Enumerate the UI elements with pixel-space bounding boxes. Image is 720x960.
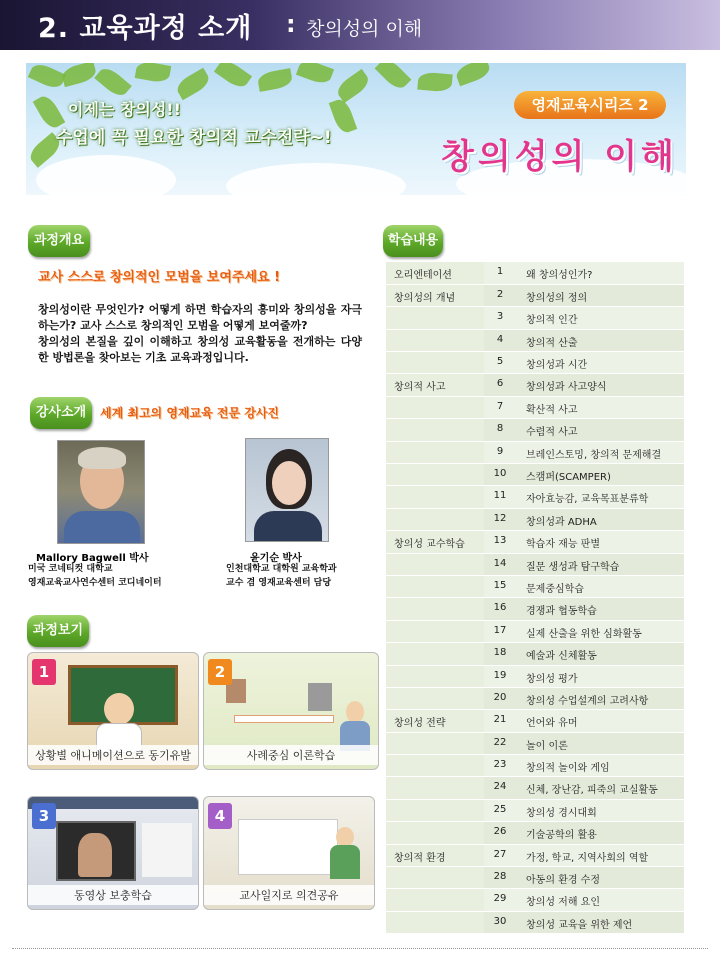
leaf-decoration	[214, 63, 252, 91]
overview-paragraph: 창의성이란 무엇인가? 어떻게 하면 학습자의 흥미와 창의성을 자극하는가? 교사 스스로 창의적인 모범을 어떻게 보여줄까?	[38, 303, 362, 332]
module-cell	[386, 329, 484, 351]
character-head	[104, 693, 134, 725]
lesson-number-cell: 21	[484, 710, 516, 732]
lesson-number-cell: 19	[484, 665, 516, 687]
lesson-number-cell: 18	[484, 643, 516, 665]
table-row	[386, 777, 684, 799]
lesson-number-cell: 27	[484, 844, 516, 866]
module-cell: 창의성의 개념	[386, 284, 484, 306]
shirt-shape	[64, 511, 140, 544]
table-row	[386, 329, 684, 351]
table-row	[386, 889, 684, 911]
preview-thumbnail[interactable]	[203, 796, 375, 910]
table-row	[386, 284, 684, 306]
lesson-number-cell: 25	[484, 799, 516, 821]
leaf-decoration	[94, 64, 132, 100]
portrait-shape	[308, 683, 332, 711]
table-row	[386, 710, 684, 732]
lesson-topic-cell: 예술과 신체활동	[516, 643, 684, 665]
module-cell	[386, 307, 484, 329]
series-badge: 영재교육시리즈 2	[514, 91, 666, 119]
hair-shape	[78, 447, 126, 469]
page-subtitle: 창의성의 이해	[306, 18, 423, 40]
instructor-photo	[57, 440, 145, 544]
module-cell	[386, 822, 484, 844]
instructor-affiliation	[226, 562, 337, 590]
lesson-topic-cell: 아동의 환경 수정	[516, 867, 684, 889]
badge-number: 1	[38, 663, 50, 681]
instructor-name: Mallory Bagwell 박사	[36, 553, 149, 564]
overview-slogan: 교사 스스로 창의적인 모범을 보여주세요 !	[38, 270, 281, 285]
page-header	[0, 0, 720, 50]
lesson-topic-cell: 자아효능감, 교육목표분류학	[516, 486, 684, 508]
module-cell	[386, 755, 484, 777]
module-cell: 오리엔테이션	[386, 262, 484, 284]
instructors-heading: 세계 최고의 영재교육 전문 강사진	[100, 406, 280, 420]
table-row	[386, 352, 684, 374]
lesson-number-cell: 12	[484, 508, 516, 530]
leaf-decoration	[174, 68, 212, 101]
module-cell: 창의적 사고	[386, 374, 484, 396]
module-cell	[386, 553, 484, 575]
leaf-decoration	[296, 63, 334, 86]
overview-paragraph: 창의성의 본질을 깊이 이해하고 창의성 교육활동을 전개하는 다양한 방법론을 찾아보는 기초 교육과정입니다.	[38, 335, 362, 364]
table-row	[386, 911, 684, 933]
module-cell: 창의성 교수학습	[386, 531, 484, 553]
module-cell	[386, 352, 484, 374]
module-cell	[386, 441, 484, 463]
preview-caption: 교사일지로 의견공유	[204, 885, 374, 905]
lesson-topic-cell: 문제중심학습	[516, 575, 684, 597]
instructor-affiliation	[28, 562, 162, 590]
lesson-topic-cell: 창의성과 ADHA	[516, 508, 684, 530]
footer-divider	[12, 948, 708, 949]
jacket-shape	[254, 511, 322, 542]
course-banner	[26, 63, 686, 195]
section-pill-curriculum: 학습내용	[383, 225, 443, 257]
lesson-number-cell: 13	[484, 531, 516, 553]
module-cell	[386, 419, 484, 441]
lesson-number-cell: 11	[484, 486, 516, 508]
lesson-number-cell: 22	[484, 732, 516, 754]
table-row	[386, 620, 684, 642]
affiliation-line: 미국 코네티컷 대학교	[28, 564, 113, 574]
instructor-photo	[245, 438, 329, 542]
lesson-number-cell: 6	[484, 374, 516, 396]
module-cell	[386, 911, 484, 933]
curriculum-table	[386, 262, 684, 934]
cloud-shape	[226, 163, 406, 195]
leaf-decoration	[60, 63, 98, 87]
leaf-decoration	[257, 68, 294, 92]
preview-number-badge	[32, 803, 56, 829]
lesson-number-cell: 17	[484, 620, 516, 642]
lesson-number-cell: 28	[484, 867, 516, 889]
lesson-number-cell: 4	[484, 329, 516, 351]
leaf-decoration	[329, 97, 358, 135]
lesson-number-cell: 16	[484, 598, 516, 620]
module-cell	[386, 777, 484, 799]
leaf-decoration	[135, 63, 172, 84]
module-cell	[386, 464, 484, 486]
table-row	[386, 441, 684, 463]
preview-number-badge	[32, 659, 56, 685]
table-row	[386, 844, 684, 866]
module-cell	[386, 665, 484, 687]
character-body	[330, 845, 360, 879]
affiliation-line: 인천대학교 대학원 교육학과	[226, 564, 337, 574]
lesson-number-cell: 15	[484, 575, 516, 597]
text-strip	[234, 715, 334, 723]
preview-thumbnail[interactable]	[27, 652, 199, 770]
leaf-decoration	[417, 72, 452, 93]
module-cell	[386, 867, 484, 889]
lesson-topic-cell: 실제 산출을 위한 심화활동	[516, 620, 684, 642]
preview-number-badge	[208, 803, 232, 829]
lesson-topic-cell: 창의성 수업설계의 고려사항	[516, 687, 684, 709]
speaker-shape	[78, 833, 112, 877]
text-panel	[142, 823, 192, 877]
lesson-number-cell: 5	[484, 352, 516, 374]
module-cell	[386, 486, 484, 508]
lesson-topic-cell: 확산적 사고	[516, 396, 684, 418]
badge-number: 3	[38, 807, 50, 825]
preview-thumbnail[interactable]	[203, 652, 379, 770]
lesson-topic-cell: 경쟁과 협동학습	[516, 598, 684, 620]
lesson-topic-cell: 언어와 유머	[516, 710, 684, 732]
table-row	[386, 419, 684, 441]
leaf-decoration	[375, 63, 412, 92]
table-row	[386, 799, 684, 821]
table-row	[386, 732, 684, 754]
affiliation-line: 교수 겸 영재교육센터 담당	[226, 578, 332, 588]
lesson-number-cell: 14	[484, 553, 516, 575]
lesson-number-cell: 10	[484, 464, 516, 486]
module-cell	[386, 799, 484, 821]
lesson-number-cell: 29	[484, 889, 516, 911]
table-row	[386, 553, 684, 575]
lesson-topic-cell: 학습자 재능 판별	[516, 531, 684, 553]
lesson-number-cell: 20	[484, 687, 516, 709]
table-row	[386, 822, 684, 844]
banner-tagline: 이제는 창의성!!	[68, 100, 181, 119]
module-cell	[386, 643, 484, 665]
section-pill-overview: 과정개요	[28, 225, 90, 257]
preview-caption: 상황별 애니메이션으로 동기유발	[28, 745, 198, 765]
lesson-topic-cell: 창의적 인간	[516, 307, 684, 329]
table-row	[386, 687, 684, 709]
leaf-decoration	[28, 63, 66, 91]
table-row	[386, 307, 684, 329]
module-cell	[386, 575, 484, 597]
table-row	[386, 396, 684, 418]
lesson-number-cell: 9	[484, 441, 516, 463]
lesson-number-cell: 23	[484, 755, 516, 777]
badge-number: 2	[214, 663, 226, 681]
table-row	[386, 374, 684, 396]
lesson-topic-cell: 창의성 경시대회	[516, 799, 684, 821]
badge-number: 4	[214, 807, 226, 825]
table-row	[386, 262, 684, 284]
module-cell	[386, 598, 484, 620]
table-row	[386, 598, 684, 620]
lesson-topic-cell: 창의성 평가	[516, 665, 684, 687]
module-cell	[386, 732, 484, 754]
lesson-topic-cell: 창의성 교육을 위한 제언	[516, 911, 684, 933]
instructor-name: 윤기순 박사	[250, 553, 302, 564]
lesson-topic-cell: 스캠퍼(SCAMPER)	[516, 464, 684, 486]
lesson-number-cell: 3	[484, 307, 516, 329]
leaf-decoration	[334, 69, 372, 103]
lesson-topic-cell: 창의성의 정의	[516, 284, 684, 306]
leaf-decoration	[454, 63, 492, 86]
lesson-topic-cell: 기술공학의 활용	[516, 822, 684, 844]
lesson-number-cell: 2	[484, 284, 516, 306]
character-head	[346, 701, 364, 723]
table-row	[386, 755, 684, 777]
character-head	[336, 827, 354, 847]
module-cell	[386, 889, 484, 911]
lesson-topic-cell: 놀이 이론	[516, 732, 684, 754]
module-cell	[386, 620, 484, 642]
page-title: 2. 교육과정 소개	[38, 13, 253, 44]
lesson-number-cell: 7	[484, 396, 516, 418]
banner-course-name: 창의성의 이해	[441, 137, 678, 177]
lesson-number-cell: 8	[484, 419, 516, 441]
lesson-number-cell: 1	[484, 262, 516, 284]
face-shape	[272, 461, 306, 505]
table-row	[386, 867, 684, 889]
lesson-topic-cell: 창의적 산출	[516, 329, 684, 351]
table-row	[386, 531, 684, 553]
preview-number-badge	[208, 659, 232, 685]
lesson-topic-cell: 신체, 장난감, 피죽의 교실활동	[516, 777, 684, 799]
lesson-topic-cell: 창의성 저해 요인	[516, 889, 684, 911]
preview-caption: 동영상 보충학습	[28, 885, 198, 905]
table-row	[386, 665, 684, 687]
table-row	[386, 486, 684, 508]
preview-thumbnail[interactable]	[27, 796, 199, 910]
table-row	[386, 464, 684, 486]
lesson-topic-cell: 가정, 학교, 지역사회의 역할	[516, 844, 684, 866]
module-cell	[386, 396, 484, 418]
lesson-number-cell: 26	[484, 822, 516, 844]
lesson-topic-cell: 창의적 놀이와 게임	[516, 755, 684, 777]
module-cell	[386, 508, 484, 530]
table-row	[386, 575, 684, 597]
lesson-topic-cell: 왜 창의성인가?	[516, 262, 684, 284]
lesson-topic-cell: 브레인스토밍, 창의적 문제해결	[516, 441, 684, 463]
cloud-shape	[36, 155, 176, 195]
module-cell	[386, 687, 484, 709]
section-pill-instructors: 강사소개	[30, 397, 92, 429]
title-separator: :	[286, 10, 296, 38]
module-cell: 창의적 환경	[386, 844, 484, 866]
module-cell: 창의성 전략	[386, 710, 484, 732]
lesson-topic-cell: 수렴적 사고	[516, 419, 684, 441]
journal-page	[238, 819, 338, 875]
preview-caption: 사례중심 이론학습	[204, 745, 378, 765]
table-row	[386, 643, 684, 665]
lesson-topic-cell: 창의성과 사고양식	[516, 374, 684, 396]
overview-text	[38, 302, 362, 366]
lesson-topic-cell: 질문 생성과 탐구학습	[516, 553, 684, 575]
lesson-number-cell: 24	[484, 777, 516, 799]
lesson-topic-cell: 창의성과 시간	[516, 352, 684, 374]
table-row	[386, 508, 684, 530]
section-pill-preview: 과정보기	[27, 615, 89, 647]
affiliation-line: 영재교육교사연수센터 코디네이터	[28, 578, 162, 588]
curriculum-body	[386, 262, 684, 934]
lesson-number-cell: 30	[484, 911, 516, 933]
banner-headline: 수업에 꼭 필요한 창의적 교수전략~!	[56, 128, 332, 148]
